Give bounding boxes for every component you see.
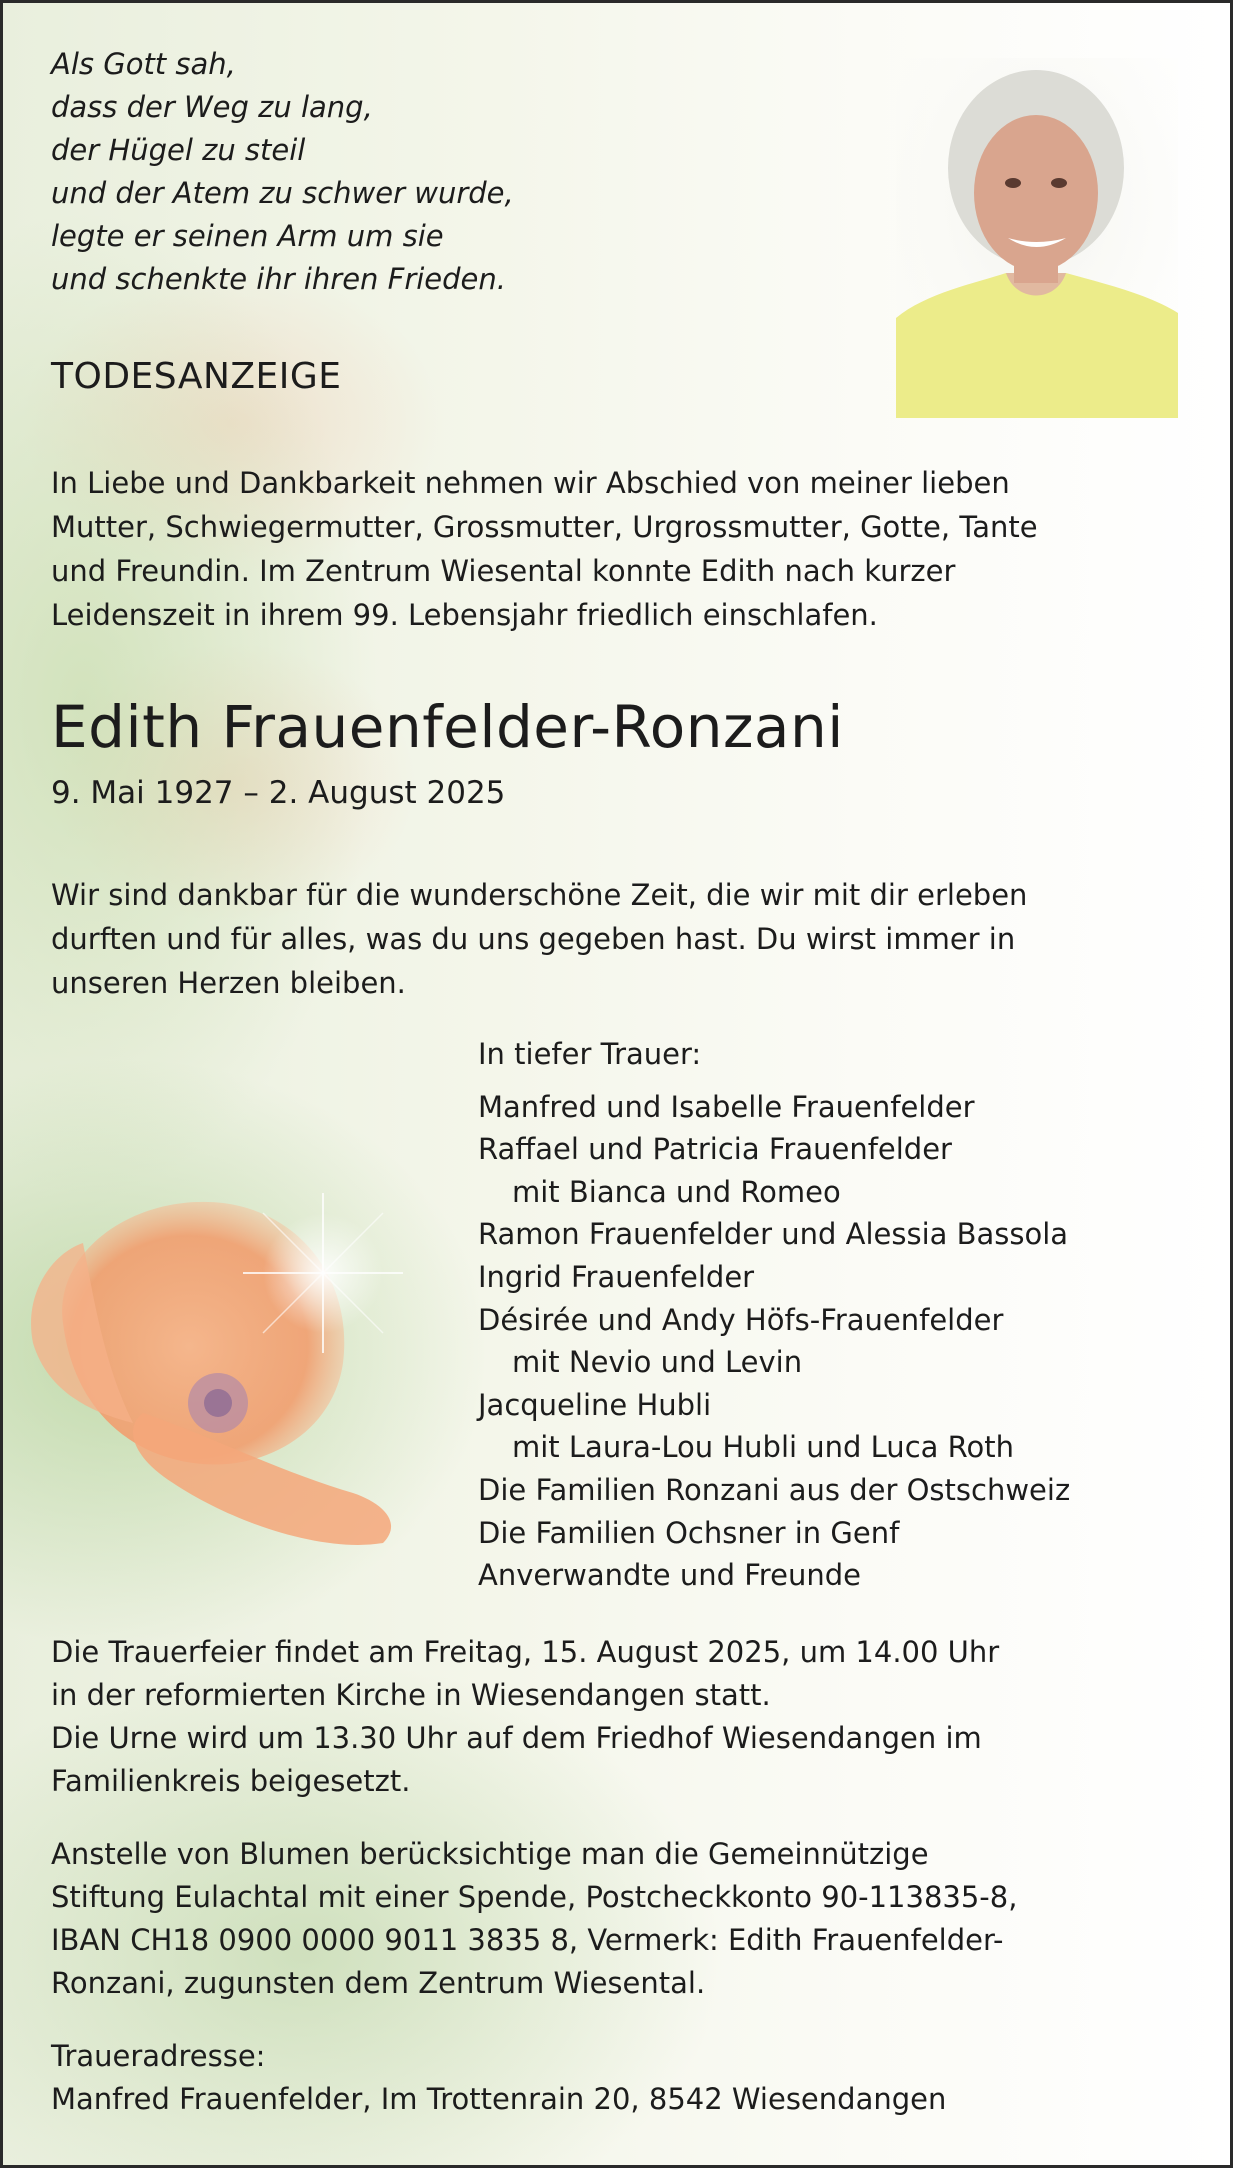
mourner-line: Die Familien Ronzani aus der Ostschweiz (478, 1472, 1071, 1507)
intro-line: In Liebe und Dankbarkeit nehmen wir Abschied von meiner lieben (51, 466, 1010, 500)
mourner-line: mit Laura-Lou Hubli und Luca Roth (512, 1430, 1014, 1465)
intro-paragraph (51, 461, 1201, 637)
ceremony-line: Die Urne wird um 13.30 Uhr auf dem Friedhof Wiesendangen im (51, 1721, 982, 1755)
mourning-address (51, 2035, 1201, 2121)
mourner-line: Ingrid Frauenfelder (478, 1259, 755, 1294)
donation-line: IBAN CH18 0900 0000 9011 3835 8, Vermerk: Edith Frauenfelder- (51, 1923, 1004, 1957)
thanks-line: Wir sind dankbar für die wunderschöne Zeit, die wir mit dir erleben (51, 878, 1028, 912)
mourner-line: Die Familien Ochsner in Genf (478, 1515, 900, 1550)
intro-line: Leidenszeit in ihrem 99. Lebensjahr friedlich einschlafen. (51, 598, 878, 632)
mourner-line: mit Nevio und Levin (512, 1345, 803, 1380)
poppy-flower-image (23, 1173, 493, 1593)
mourner-line: Jacqueline Hubli (478, 1387, 712, 1422)
donation-line: Stiftung Eulachtal mit einer Spende, Postcheckkonto 90-113835-8, (51, 1880, 1018, 1914)
portrait-photo (896, 58, 1178, 418)
poem-line: und schenkte ihr ihren Frieden. (51, 262, 506, 296)
poem-line: legte er seinen Arm um sie (51, 219, 444, 253)
ceremony-line: in der reformierten Kirche in Wiesendangen statt. (51, 1678, 771, 1712)
poem (51, 43, 851, 301)
intro-line: und Freundin. Im Zentrum Wiesental konnte Edith nach kurzer (51, 554, 956, 588)
thanks-line: durften und für alles, was du uns gegeben hast. Du wirst immer in (51, 922, 1016, 956)
poem-line: der Hügel zu steil (51, 133, 306, 167)
donation-line: Ronzani, zugunsten dem Zentrum Wiesental. (51, 1966, 706, 2000)
poem-line: und der Atem zu schwer wurde, (51, 176, 514, 210)
poem-line: dass der Weg zu lang, (51, 90, 373, 124)
poem-line: Als Gott sah, (51, 47, 236, 81)
donation-line: Anstelle von Blumen berücksichtige man die Gemeinnützige (51, 1837, 929, 1871)
mourners-label: In tiefer Trauer: (478, 1037, 702, 1071)
life-dates: 9. Mai 1927 – 2. August 2025 (51, 775, 506, 811)
address-label: Traueradresse: (51, 2039, 266, 2073)
mourner-line: Raffael und Patricia Frauenfelder (478, 1132, 952, 1167)
thanks-line: unseren Herzen bleiben. (51, 966, 406, 1000)
deceased-name: Edith Frauenfelder-Ronzani (51, 693, 844, 761)
thanks-paragraph (51, 873, 1201, 1005)
mourners-list (478, 1033, 1198, 1597)
intro-line: Mutter, Schwiegermutter, Grossmutter, Urgrossmutter, Gotte, Tante (51, 510, 1038, 544)
donation-paragraph (51, 1833, 1201, 2005)
mourner-line: Anverwandte und Freunde (478, 1558, 861, 1593)
notice-heading: TODESANZEIGE (51, 356, 342, 397)
mourner-line: Ramon Frauenfelder und Alessia Bassola (478, 1217, 1069, 1252)
ceremony-line: Familienkreis beigesetzt. (51, 1764, 411, 1798)
address-text: Manfred Frauenfelder, Im Trottenrain 20, 8542 Wiesendangen (51, 2082, 947, 2116)
mourner-line: mit Bianca und Romeo (512, 1174, 841, 1209)
ceremony-line: Die Trauerfeier findet am Freitag, 15. August 2025, um 14.00 Uhr (51, 1635, 1000, 1669)
ceremony-paragraph (51, 1631, 1201, 1803)
mourner-line: Manfred und Isabelle Frauenfelder (478, 1089, 975, 1124)
mourner-line: Désirée und Andy Höfs-Frauenfelder (478, 1302, 1004, 1337)
